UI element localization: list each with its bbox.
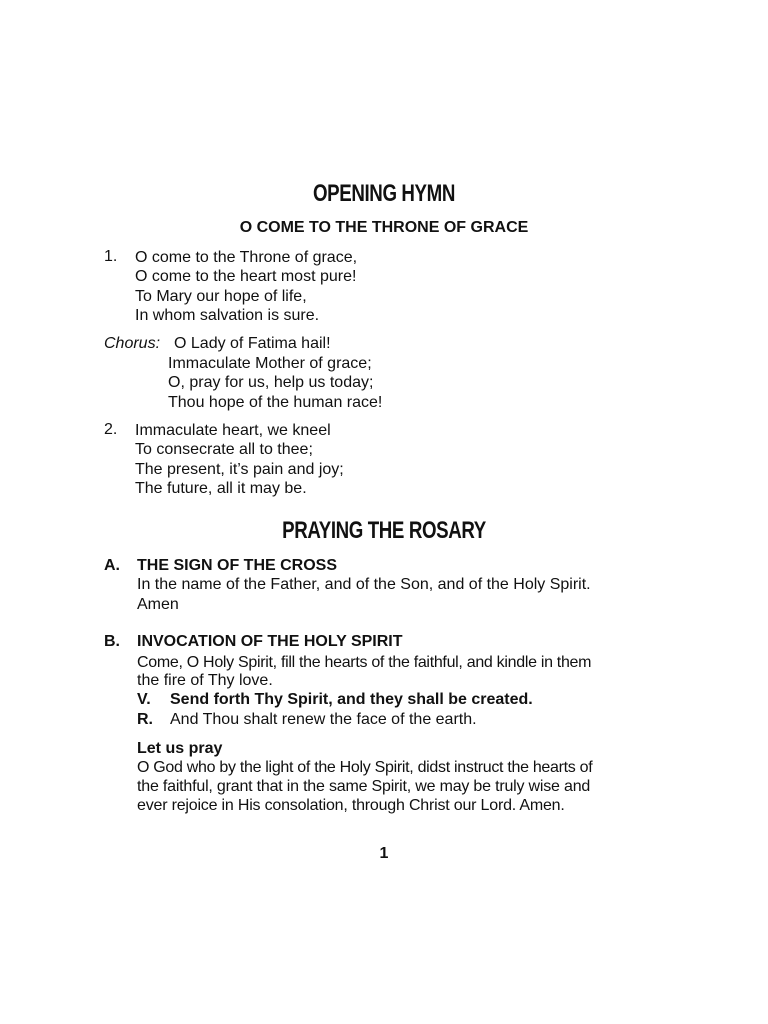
chorus-line-3: O, pray for us, help us today; bbox=[168, 374, 374, 391]
chorus-line-4: Thou hope of the human race! bbox=[168, 394, 383, 411]
chorus-label: Chorus: bbox=[104, 335, 161, 352]
verse-1-line-4: In whom salvation is sure. bbox=[135, 307, 320, 324]
verse-1-line-3: To Mary our hope of life, bbox=[135, 288, 307, 305]
section-b-line-1: Come, O Holy Spirit, fill the hearts of the faithful, and kindle in them bbox=[137, 654, 592, 671]
prayer-line-1: O God who by the light of the Holy Spirit, didst instruct the hearts of bbox=[137, 759, 593, 776]
section-a-letter: A. bbox=[104, 557, 120, 574]
chorus-line-2: Immaculate Mother of grace; bbox=[168, 355, 372, 372]
verse-2-line-3: The present, it’s pain and joy; bbox=[135, 461, 344, 478]
verse-2-line-2: To consecrate all to thee; bbox=[135, 441, 313, 458]
verse-1-line-2: O come to the heart most pure! bbox=[135, 268, 357, 285]
versicle-text: Send forth Thy Spirit, and they shall be created. bbox=[170, 691, 533, 708]
section-b-line-2: the fire of Thy love. bbox=[137, 672, 273, 689]
verse-2-number: 2. bbox=[104, 421, 118, 438]
hymn-title: O COME TO THE THRONE OF GRACE bbox=[239, 219, 529, 236]
prayer-line-3: ever rejoice in His consolation, through Christ our Lord. Amen. bbox=[137, 797, 565, 814]
section-b-title: INVOCATION OF THE HOLY SPIRIT bbox=[137, 633, 403, 650]
let-us-pray-title: Let us pray bbox=[137, 740, 223, 757]
opening-hymn-heading: OPENING HYMN bbox=[313, 180, 455, 207]
response-label: R. bbox=[137, 711, 153, 728]
section-a-title: THE SIGN OF THE CROSS bbox=[137, 557, 338, 574]
section-a-line-1: In the name of the Father, and of the Son, and of the Holy Spirit. bbox=[137, 576, 591, 593]
prayer-line-2: the faithful, grant that in the same Spirit, we may be truly wise and bbox=[137, 778, 591, 795]
verse-2-line-4: The future, all it may be. bbox=[135, 480, 307, 497]
verse-2-line-1: Immaculate heart, we kneel bbox=[135, 422, 331, 439]
page-number: 1 bbox=[379, 845, 389, 862]
verse-1-line-1: O come to the Throne of grace, bbox=[135, 249, 358, 266]
versicle-label: V. bbox=[137, 691, 151, 708]
chorus-line-1: O Lady of Fatima hail! bbox=[174, 335, 331, 352]
section-b-letter: B. bbox=[104, 633, 120, 650]
verse-1-number: 1. bbox=[104, 248, 118, 265]
praying-rosary-heading: PRAYING THE ROSARY bbox=[282, 517, 486, 544]
response-text: And Thou shalt renew the face of the earth. bbox=[170, 711, 477, 728]
section-a-line-2: Amen bbox=[137, 596, 179, 613]
